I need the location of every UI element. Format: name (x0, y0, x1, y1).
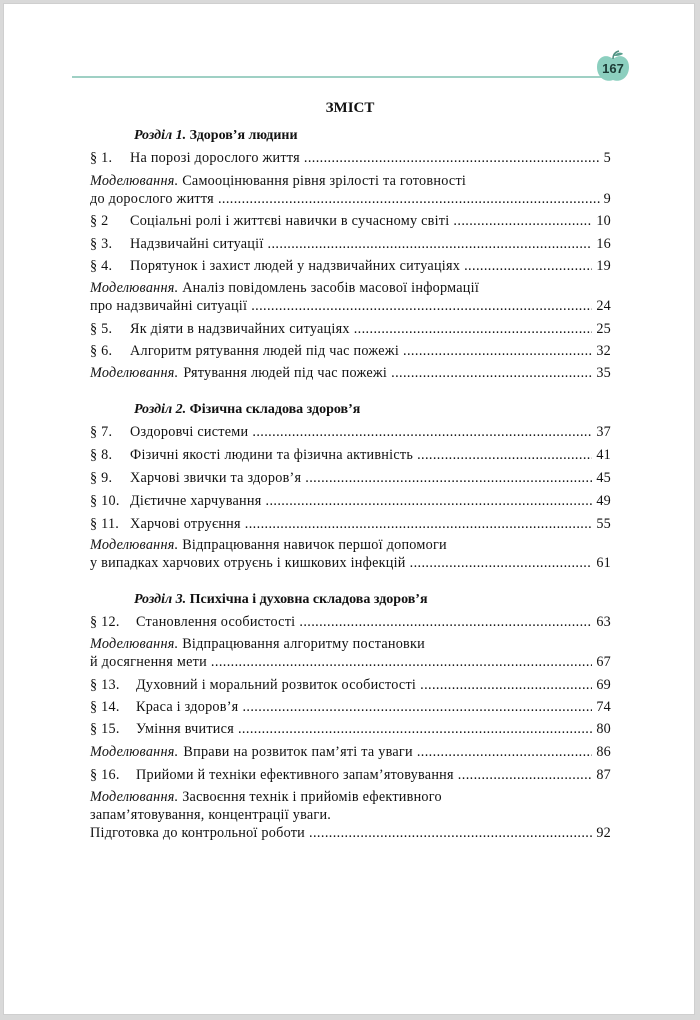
toc-entry (90, 614, 611, 632)
entry-label: Моделювання. (90, 636, 179, 652)
entry-number: § 12. (90, 614, 120, 630)
toc-entry (90, 767, 611, 785)
leader-dots (305, 470, 592, 487)
leader-dots (453, 213, 592, 230)
entry-title: Краса і здоров’я (136, 699, 239, 715)
page-title: ЗМІСТ (325, 100, 375, 116)
entry-number: § 16. (90, 767, 120, 783)
entry-number: § 4. (90, 258, 113, 274)
entry-page: 69 (596, 677, 611, 693)
leader-dots (417, 447, 592, 464)
page-number: 167 (602, 61, 624, 76)
entry-page: 25 (596, 321, 611, 337)
entry-title: Прийоми й техніки ефективного запам’ятовування (136, 767, 454, 783)
toc-entry (90, 150, 611, 168)
toc-entry (90, 258, 611, 276)
leader-dots (420, 677, 592, 694)
toc-entry (90, 699, 611, 717)
entry-page: 87 (596, 767, 611, 783)
entry-label: Моделювання. (90, 744, 179, 760)
entry-number: § 15. (90, 721, 120, 737)
entry-number: § 2 (90, 213, 109, 229)
toc-entry (90, 654, 611, 672)
section-name: Здоров’я людини (189, 128, 298, 143)
leader-dots (268, 236, 593, 253)
entry-page: 10 (596, 213, 611, 229)
toc-entry (90, 744, 611, 762)
entry-page: 86 (596, 744, 611, 760)
entry-page: 92 (596, 825, 611, 841)
entry-title: Рятування людей під час пожежі (183, 365, 388, 381)
entry-title: Фізичні якості людини та фізична активність (130, 447, 414, 463)
entry-label: Моделювання. (90, 365, 179, 381)
entry-title: На порозі дорослого життя (130, 150, 300, 166)
toc-entry (90, 493, 611, 511)
entry-title-cont: до дорослого життя (90, 191, 214, 207)
entry-label: Моделювання. (90, 280, 179, 296)
leader-dots (354, 321, 593, 338)
entry-page: 37 (596, 424, 611, 440)
entry-title: Становлення особистості (136, 614, 296, 630)
leader-dots (242, 699, 592, 716)
entry-title: Уміння вчитися (136, 721, 234, 737)
toc-entry (90, 298, 611, 316)
header-rule (72, 76, 605, 78)
toc-entry (90, 470, 611, 488)
leader-dots (238, 721, 592, 738)
entry-title-cont: запам’ятовування, концентрації уваги. (90, 807, 332, 823)
document-page (3, 3, 695, 1015)
entry-page: 61 (596, 555, 611, 571)
entry-title: Духовний і моральний розвиток особистості (136, 677, 417, 693)
leader-dots (391, 365, 592, 382)
entry-title: Соціальні ролі і життєві навички в сучасному світі (130, 213, 450, 229)
section-name: Фізична складова здоров’я (189, 402, 361, 417)
entry-title: Засвоєння технік і прийомів ефективного (182, 789, 442, 805)
entry-number: § 9. (90, 470, 113, 486)
toc-entry (90, 191, 611, 209)
entry-title: Самооцінювання рівня зрілості та готовності (182, 173, 467, 189)
section-heading (134, 128, 298, 144)
entry-page: 74 (596, 699, 611, 715)
toc-entry (90, 236, 611, 254)
toc-entry-line (90, 789, 611, 807)
entry-page: 45 (596, 470, 611, 486)
toc-entry (90, 825, 611, 843)
entry-page: 49 (596, 493, 611, 509)
entry-title: Дієтичне харчування (130, 493, 262, 509)
entry-title-cont: й досягнення мети (90, 654, 207, 670)
leader-dots (266, 493, 593, 510)
toc-entry (90, 447, 611, 465)
entry-title: Алгоритм рятування людей під час пожежі (130, 343, 400, 359)
entry-label: Моделювання. (90, 173, 179, 189)
toc-entry (90, 365, 611, 383)
entry-number: § 1. (90, 150, 113, 166)
toc-entry-line (90, 537, 611, 555)
toc-entry (90, 321, 611, 339)
entry-page: 19 (596, 258, 611, 274)
leader-dots (458, 767, 593, 784)
leader-dots (211, 654, 592, 671)
section-heading (134, 592, 428, 608)
toc-entry-line (90, 280, 611, 298)
entry-title: Оздоровчі системи (130, 424, 249, 440)
toc-entry-line (90, 636, 611, 654)
toc-entry (90, 555, 611, 573)
entry-number: § 14. (90, 699, 120, 715)
leader-dots (252, 424, 592, 441)
entry-title: Аналіз повідомлень засобів масової інформації (182, 280, 480, 296)
leader-dots (464, 258, 592, 275)
entry-page: 41 (596, 447, 611, 463)
entry-number: § 3. (90, 236, 113, 252)
section-label: Розділ 2. (134, 402, 187, 417)
leader-dots (218, 191, 600, 208)
entry-label: Моделювання. (90, 789, 179, 805)
entry-page: 16 (596, 236, 611, 252)
toc-entry (90, 213, 611, 231)
entry-page: 55 (596, 516, 611, 532)
entry-title-cont: у випадках харчових отруєнь і кишкових інфекцій (90, 555, 406, 571)
entry-page: 63 (596, 614, 611, 630)
entry-page: 67 (596, 654, 611, 670)
leader-dots (251, 298, 592, 315)
entry-page: 80 (596, 721, 611, 737)
section-heading (134, 402, 360, 418)
entry-title-cont: про надзвичайні ситуації (90, 298, 248, 314)
entry-title: Як діяти в надзвичайних ситуаціях (130, 321, 350, 337)
leader-dots (417, 744, 592, 761)
entry-number: § 10. (90, 493, 120, 509)
toc-entry (90, 424, 611, 442)
entry-number: § 13. (90, 677, 120, 693)
toc-entry (90, 516, 611, 534)
entry-page: 35 (596, 365, 611, 381)
entry-page: 9 (603, 191, 611, 207)
entry-title: Відпрацювання навичок першої допомоги (182, 537, 447, 553)
entry-title: Вправи на розвиток пам’яті та уваги (183, 744, 413, 760)
leader-dots (309, 825, 592, 842)
entry-title: Надзвичайні ситуації (130, 236, 264, 252)
toc-entry-line (90, 173, 611, 191)
section-label: Розділ 3. (134, 592, 187, 607)
entry-title: Харчові звички та здоров’я (130, 470, 302, 486)
entry-title: Підготовка до контрольної роботи (90, 825, 306, 841)
entry-page: 24 (596, 298, 611, 314)
leader-dots (410, 555, 593, 572)
entry-title: Харчові отруєння (130, 516, 241, 532)
entry-number: § 5. (90, 321, 113, 337)
page-number-badge (595, 50, 631, 84)
entry-page: 32 (596, 343, 611, 359)
entry-number: § 6. (90, 343, 113, 359)
toc-entry (90, 677, 611, 695)
entry-number: § 7. (90, 424, 113, 440)
entry-number: § 8. (90, 447, 113, 463)
section-name: Психічна і духовна складова здоров’я (189, 592, 428, 607)
toc-entry (90, 721, 611, 739)
entry-title: Порятунок і захист людей у надзвичайних ситуаціях (130, 258, 461, 274)
leader-dots (403, 343, 592, 360)
entry-page: 5 (603, 150, 611, 166)
entry-title: Відпрацювання алгоритму постановки (182, 636, 425, 652)
toc-entry-line (90, 807, 611, 825)
entry-label: Моделювання. (90, 537, 179, 553)
leader-dots (245, 516, 593, 533)
leader-dots (299, 614, 592, 631)
entry-number: § 11. (90, 516, 120, 532)
toc-entry (90, 343, 611, 361)
leader-dots (304, 150, 600, 167)
section-label: Розділ 1. (134, 128, 187, 143)
